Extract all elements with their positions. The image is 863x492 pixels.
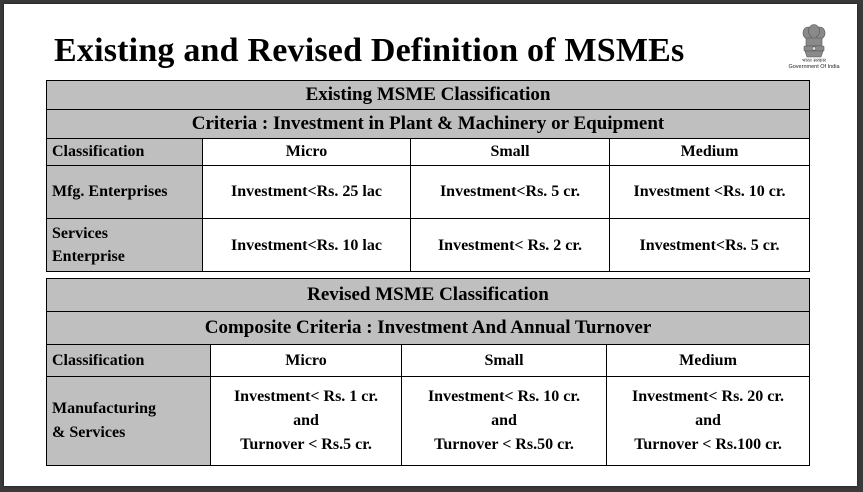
table-header-row xyxy=(47,345,810,377)
revised-classification-table xyxy=(46,278,810,466)
row-label-line: Services xyxy=(52,225,108,242)
column-header-small: Small xyxy=(402,345,607,377)
cell-line: Turnover < Rs.5 cr. xyxy=(240,436,372,453)
cell-small: Investment<Rs. 5 cr. xyxy=(411,166,610,219)
row-label-mfg: Mfg. Enterprises xyxy=(47,166,203,219)
cell-medium xyxy=(607,377,810,466)
column-header-micro: Micro xyxy=(211,345,402,377)
existing-criteria: Criteria : Investment in Plant & Machinery or Equipment xyxy=(47,110,810,139)
cell-micro: Investment<Rs. 25 lac xyxy=(203,166,411,219)
column-header-classification: Classification xyxy=(47,345,211,377)
cell-line: Turnover < Rs.100 cr. xyxy=(634,436,782,453)
table-heading-row xyxy=(47,81,810,110)
existing-classification-table xyxy=(46,80,810,272)
criteria-row xyxy=(47,110,810,139)
cell-small xyxy=(402,377,607,466)
column-header-small: Small xyxy=(411,139,610,166)
cell-small: Investment< Rs. 2 cr. xyxy=(411,219,610,272)
row-label-services xyxy=(47,219,203,272)
cell-line: and xyxy=(491,412,517,429)
slide-title: Existing and Revised Definition of MSMEs xyxy=(54,32,685,69)
row-label-line: Enterprise xyxy=(52,248,125,265)
row-label-line: Manufacturing xyxy=(52,400,156,417)
table-heading-row xyxy=(47,279,810,312)
cell-line: and xyxy=(293,412,319,429)
cell-line: Investment< Rs. 1 cr. xyxy=(233,388,379,405)
revised-heading: Revised MSME Classification xyxy=(47,279,810,312)
table-row xyxy=(47,219,810,272)
table-row xyxy=(47,377,810,466)
criteria-row xyxy=(47,312,810,345)
cell-micro: Investment<Rs. 10 lac xyxy=(203,219,411,272)
column-header-micro: Micro xyxy=(203,139,411,166)
column-header-classification: Classification xyxy=(47,139,203,166)
row-label-line: & Services xyxy=(52,424,126,441)
government-emblem xyxy=(788,24,840,80)
existing-heading: Existing MSME Classification xyxy=(47,81,810,110)
cell-line: Investment< Rs. 20 cr. xyxy=(631,388,785,405)
ashoka-emblem-icon xyxy=(801,24,827,58)
cell-micro xyxy=(211,377,402,466)
cell-medium: Investment <Rs. 10 cr. xyxy=(610,166,810,219)
cell-line: Investment< Rs. 10 cr. xyxy=(427,388,581,405)
column-header-medium: Medium xyxy=(610,139,810,166)
row-label-manufacturing-services xyxy=(47,377,211,466)
emblem-hindi-text: भारत सरकार xyxy=(802,58,826,64)
emblem-caption: Government Of India xyxy=(788,64,840,70)
cell-line: and xyxy=(695,412,721,429)
cell-line: Turnover < Rs.50 cr. xyxy=(434,436,574,453)
column-header-medium: Medium xyxy=(607,345,810,377)
table-row xyxy=(47,166,810,219)
cell-medium: Investment<Rs. 5 cr. xyxy=(610,219,810,272)
revised-criteria: Composite Criteria : Investment And Annual Turnover xyxy=(47,312,810,345)
table-header-row xyxy=(47,139,810,166)
